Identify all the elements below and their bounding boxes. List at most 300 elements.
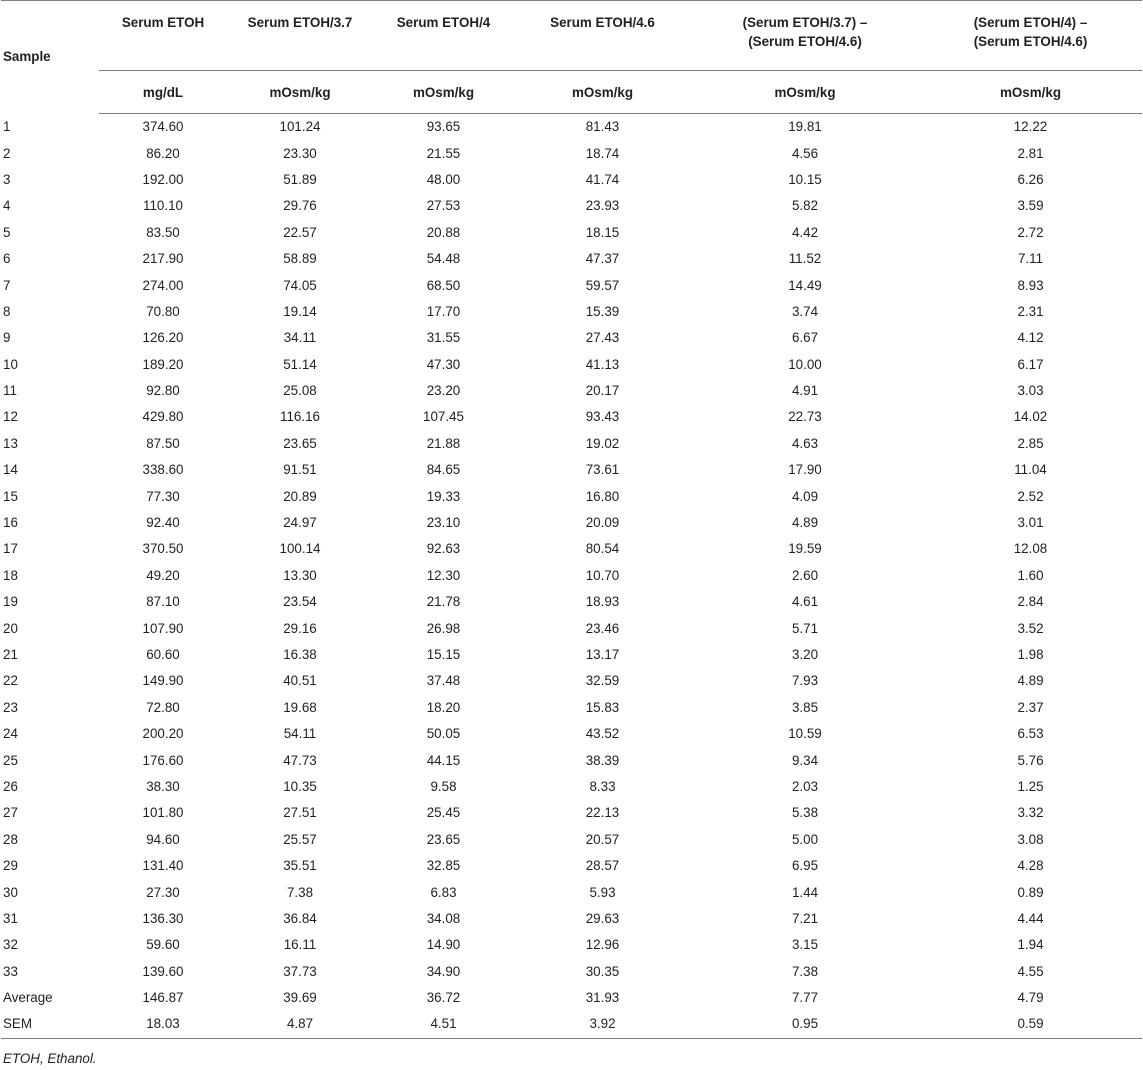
table-cell: 30.35: [585, 963, 620, 979]
row-label: 2: [3, 145, 11, 161]
row-label: 1: [3, 118, 11, 134]
table-row: [1, 299, 1142, 325]
row-label: 16: [3, 515, 18, 531]
table-cell: 54.48: [426, 251, 461, 267]
table-cell: 10.59: [788, 726, 822, 742]
table-cell: 19.81: [788, 119, 822, 135]
table-cell: 51.14: [283, 356, 317, 372]
table-cell: 12.30: [426, 567, 461, 583]
row-label: 29: [3, 858, 18, 874]
table-cell: 200.20: [142, 726, 184, 742]
table-cell: 6.26: [1017, 171, 1044, 187]
table-cell: 3.01: [1017, 515, 1044, 531]
table-cell: 4.89: [1017, 673, 1044, 689]
table-cell: 1.25: [1017, 778, 1044, 794]
table-cell: 0.59: [919, 1011, 1142, 1038]
column-unit: mg/dL: [99, 71, 227, 114]
row-label: 9: [3, 330, 11, 346]
row-label: 33: [3, 963, 18, 979]
column-title-line: Serum ETOH: [121, 15, 205, 30]
table-cell: 43.52: [585, 726, 620, 742]
row-label: 12: [3, 409, 18, 425]
table-cell: 50.05: [426, 726, 461, 742]
table-row: [1, 563, 1142, 589]
row-label: 32: [3, 937, 18, 953]
table-row: [1, 325, 1142, 351]
table-cell: 5.00: [791, 831, 819, 847]
table-cell: 15.39: [585, 303, 620, 319]
table-cell: 19.68: [283, 699, 317, 715]
table-cell: 32.59: [585, 673, 620, 689]
column-title-line: (Serum ETOH/4) –: [973, 15, 1088, 30]
column-header: [514, 1, 691, 71]
row-label: 4: [3, 198, 11, 214]
row-label: 24: [3, 726, 18, 742]
table-cell: 3.20: [791, 647, 819, 662]
table-cell: 139.60: [142, 963, 184, 979]
table-cell: 16.80: [585, 488, 620, 504]
table-cell: 73.61: [585, 462, 620, 478]
table-cell: 8.93: [1017, 277, 1044, 293]
table-cell: 2.81: [1017, 145, 1044, 161]
table-row: [1, 721, 1142, 747]
table-row: [1, 220, 1142, 246]
column-title-line: (Serum ETOH/4.6): [748, 34, 862, 49]
table-cell: 47.37: [585, 251, 620, 267]
column-unit: mOsm/kg: [227, 71, 373, 114]
table-cell: 81.43: [585, 119, 620, 135]
table-cell: 101.80: [142, 805, 184, 821]
table-cell: 18.03: [99, 1011, 227, 1038]
table-cell: 51.89: [283, 171, 317, 187]
table-row: [1, 695, 1142, 721]
column-unit: mOsm/kg: [514, 71, 691, 114]
row-label: 26: [3, 778, 18, 794]
table-cell: 27.53: [426, 198, 461, 214]
table-cell: 83.50: [146, 224, 180, 240]
table-row: [1, 536, 1142, 562]
column-title-line: (Serum ETOH/4.6): [973, 34, 1088, 49]
column-header: [691, 1, 919, 71]
table-cell: 24.97: [283, 515, 317, 531]
table-cell: 274.00: [142, 277, 184, 293]
table-cell: 93.43: [585, 409, 620, 425]
table-cell: 1.98: [1017, 647, 1044, 662]
table-cell: 23.20: [426, 383, 461, 399]
table-cell: 3.15: [791, 937, 819, 953]
table-cell: 21.88: [426, 435, 461, 451]
table-cell: 34.08: [426, 910, 461, 926]
table-cell: 2.52: [1017, 488, 1044, 504]
table-cell: 176.60: [142, 752, 184, 768]
column-header-sample: Sample: [1, 1, 99, 114]
table-row: [1, 352, 1142, 378]
row-label: 19: [3, 594, 18, 610]
row-label: 23: [3, 699, 18, 715]
table-cell: 1.94: [1017, 937, 1044, 953]
table-row: [1, 906, 1142, 932]
table-cell: 18.74: [585, 145, 620, 161]
table-row: [1, 774, 1142, 800]
table-cell: 5.93: [589, 884, 616, 900]
table-cell: 15.83: [585, 699, 620, 715]
table-cell: 374.60: [142, 119, 184, 135]
table-cell: 192.00: [142, 171, 184, 187]
table-cell: 41.13: [585, 356, 620, 372]
table-cell: 14.49: [788, 277, 822, 293]
table-cell: 26.98: [426, 620, 461, 636]
column-title-line: Serum ETOH/4: [396, 15, 491, 30]
row-label: 13: [3, 435, 18, 451]
table-cell: 7.77: [791, 990, 819, 1006]
column-title-line: Serum ETOH/3.7: [247, 15, 353, 30]
table-cell: 13.17: [585, 647, 620, 662]
table-cell: 87.50: [146, 435, 180, 451]
table-cell: 34.90: [426, 963, 461, 979]
row-label: Average: [3, 990, 53, 1006]
row-label: 20: [3, 620, 18, 636]
row-label: 27: [3, 805, 18, 821]
table-cell: 4.44: [1017, 910, 1044, 926]
table-cell: 68.50: [426, 277, 461, 293]
table-cell: 6.95: [791, 858, 819, 874]
table-cell: 18.20: [426, 699, 461, 715]
table-cell: 93.65: [426, 119, 461, 135]
table-cell: 22.73: [788, 409, 822, 425]
table-cell: 0.89: [1017, 884, 1044, 900]
table-cell: 10.35: [283, 778, 317, 794]
table-cell: 36.72: [426, 990, 461, 1006]
table-row: [1, 167, 1142, 193]
table-cell: 18.15: [585, 224, 620, 240]
table-cell: 19.02: [585, 435, 620, 451]
table-cell: 338.60: [142, 462, 184, 478]
table-cell: 44.15: [426, 752, 461, 768]
column-title-line: Serum ETOH/4.6: [550, 15, 655, 30]
table-row: [1, 431, 1142, 457]
table-cell: 29.16: [283, 620, 317, 636]
row-label: 30: [3, 884, 18, 900]
table-cell: 94.60: [146, 831, 180, 847]
table-cell: 15.15: [426, 647, 461, 662]
table-cell: 40.51: [283, 673, 317, 689]
table-cell: 3.74: [791, 303, 819, 319]
table-cell: 25.45: [426, 805, 461, 821]
table-cell: 31.55: [426, 330, 461, 346]
table-cell: 92.63: [426, 541, 461, 557]
table-cell: 23.10: [426, 515, 461, 531]
table-cell: 20.88: [426, 224, 461, 240]
table-cell: 12.22: [1013, 119, 1048, 135]
table-cell: 7.11: [1017, 251, 1044, 267]
table-cell: 92.40: [146, 515, 180, 531]
table-cell: 4.09: [791, 488, 819, 504]
column-unit: mOsm/kg: [373, 71, 514, 114]
header-unit-row: [1, 71, 1142, 114]
row-label: 14: [3, 462, 18, 478]
table-cell: 0.95: [691, 1011, 919, 1038]
table-cell: 32.85: [426, 858, 461, 874]
table-row: [1, 457, 1142, 483]
column-title-line: (Serum ETOH/3.7) –: [742, 15, 868, 30]
table-cell: 35.51: [283, 858, 317, 874]
table-cell: 20.57: [585, 831, 620, 847]
table-cell: 189.20: [142, 356, 184, 372]
table-cell: 13.30: [283, 567, 317, 583]
column-header: [99, 1, 227, 71]
table-cell: 23.46: [585, 620, 620, 636]
table-cell: 6.53: [1017, 726, 1044, 742]
table-cell: 29.63: [585, 910, 620, 926]
table-cell: 2.31: [1017, 303, 1044, 319]
table-cell: 70.80: [146, 303, 180, 319]
table-cell: 107.90: [142, 620, 184, 636]
table-cell: 14.90: [426, 937, 461, 953]
table-cell: 14.02: [1013, 409, 1048, 425]
table-cell: 3.32: [1017, 805, 1044, 821]
data-table: [1, 0, 1142, 1039]
row-label: 18: [3, 567, 18, 583]
table-cell: 28.57: [585, 858, 620, 874]
table-cell: 16.11: [283, 937, 317, 953]
table-row: [1, 827, 1142, 853]
table-cell: 31.93: [585, 990, 620, 1006]
table-cell: 126.20: [142, 330, 184, 346]
table-cell: 4.63: [791, 435, 819, 451]
table-cell: 11.52: [788, 251, 822, 267]
table-cell: 27.51: [283, 805, 317, 821]
table-cell: 12.96: [585, 937, 620, 953]
table-cell: 6.67: [791, 330, 819, 346]
table-row: [1, 246, 1142, 272]
table-row: [1, 615, 1142, 641]
table-cell: 7.38: [791, 963, 819, 979]
table-cell: 19.59: [788, 541, 822, 557]
row-label: 6: [3, 251, 11, 267]
table-cell: 38.30: [146, 778, 180, 794]
table-cell: 4.28: [1017, 858, 1044, 874]
table-cell: 4.89: [791, 515, 819, 531]
table-row: [1, 193, 1142, 219]
table-cell: 4.61: [791, 594, 819, 610]
table-cell: 4.79: [1017, 990, 1044, 1006]
table-cell: 36.84: [283, 910, 317, 926]
table-row: [1, 404, 1142, 430]
table-cell: 9.58: [430, 778, 457, 794]
table-cell: 92.80: [146, 383, 180, 399]
table-row: [1, 589, 1142, 615]
table-cell: 3.52: [1017, 620, 1044, 636]
table-cell: 12.08: [1013, 541, 1048, 557]
table-cell: 47.30: [426, 356, 461, 372]
row-label: 21: [3, 647, 18, 662]
table-cell: 4.91: [791, 383, 819, 399]
header-title-row: [1, 1, 1142, 71]
table-cell: 86.20: [146, 145, 180, 161]
table-row: [1, 378, 1142, 404]
table-cell: 3.59: [1017, 198, 1044, 214]
table-row: [1, 747, 1142, 773]
table-cell: 2.72: [1017, 224, 1044, 240]
table-cell: 8.33: [589, 778, 616, 794]
table-cell: 22.13: [585, 805, 620, 821]
table-cell: 11.04: [1014, 462, 1047, 478]
row-label: 31: [3, 910, 18, 926]
table-cell: 10.00: [788, 356, 822, 372]
table-cell: 18.93: [585, 594, 620, 610]
table-cell: 2.84: [1017, 594, 1044, 610]
table-row: [1, 114, 1142, 141]
table-cell: 49.20: [146, 567, 180, 583]
table-cell: 7.93: [791, 673, 819, 689]
table-cell: 17.90: [788, 462, 822, 478]
table-row: [1, 483, 1142, 509]
table-cell: 5.71: [791, 620, 819, 636]
table-cell: 38.39: [585, 752, 620, 768]
table-cell: 17.70: [426, 303, 461, 319]
table-cell: 1.44: [791, 884, 819, 900]
table-cell: 2.60: [791, 567, 819, 583]
table-cell: 39.69: [283, 990, 317, 1006]
table-cell: 23.65: [283, 435, 317, 451]
table-cell: 3.92: [514, 1011, 691, 1038]
table-cell: 116.16: [280, 409, 320, 425]
table-cell: 77.30: [146, 488, 180, 504]
table-cell: 19.14: [283, 303, 317, 319]
table-row: [1, 800, 1142, 826]
table-cell: 3.85: [791, 699, 819, 715]
table-cell: 9.34: [791, 752, 819, 768]
table-cell: 107.45: [423, 409, 464, 425]
row-label: 25: [3, 752, 18, 768]
table-cell: 41.74: [585, 171, 620, 187]
table-cell: 101.24: [279, 119, 321, 135]
table-cell: 4.56: [791, 145, 819, 161]
table-cell: 27.30: [146, 884, 180, 900]
table-cell: 2.03: [791, 778, 819, 794]
table-cell: 149.90: [142, 673, 184, 689]
row-label: 17: [3, 541, 18, 557]
table-cell: 23.30: [283, 145, 317, 161]
table-cell: 4.51: [373, 1011, 514, 1038]
table-cell: 19.33: [426, 488, 461, 504]
table-cell: 5.38: [791, 805, 819, 821]
table-cell: 59.60: [146, 937, 180, 953]
table-body: [1, 114, 1142, 1039]
column-header: [919, 1, 1142, 71]
table-cell: 10.70: [585, 567, 620, 583]
table-cell: 20.89: [283, 488, 317, 504]
table-cell: 23.65: [426, 831, 461, 847]
table-cell: 7.38: [286, 884, 314, 900]
row-label: 8: [3, 303, 11, 319]
table-cell: 87.10: [146, 594, 180, 610]
row-label: 7: [3, 277, 11, 293]
table-cell: 23.93: [585, 198, 620, 214]
table-cell: 3.03: [1017, 383, 1044, 399]
column-header: [373, 1, 514, 71]
table-cell: 27.43: [585, 330, 620, 346]
table-cell: 5.76: [1017, 752, 1044, 768]
table-cell: 110.10: [143, 198, 183, 214]
table-cell: 1.60: [1017, 567, 1044, 583]
row-label: 10: [3, 356, 18, 372]
table-cell: 4.42: [791, 224, 819, 240]
table-cell: 20.17: [585, 383, 620, 399]
table-cell: 21.78: [426, 594, 461, 610]
table-cell: 370.50: [142, 541, 184, 557]
table-cell: 217.90: [142, 251, 184, 267]
table-cell: 6.83: [430, 884, 457, 900]
table-cell: 47.73: [283, 752, 317, 768]
table-cell: 58.89: [283, 251, 317, 267]
table-cell: 25.57: [283, 831, 317, 847]
table-row: [1, 272, 1142, 298]
table-cell: 4.87: [227, 1011, 373, 1038]
table-cell: 84.65: [426, 462, 461, 478]
table-cell: 429.80: [142, 409, 184, 425]
row-label: 5: [3, 224, 11, 240]
table-cell: 80.54: [585, 541, 620, 557]
table-cell: 136.30: [142, 910, 184, 926]
table-cell: 6.17: [1017, 356, 1044, 372]
table-cell: 20.09: [585, 515, 620, 531]
table-cell: 60.60: [146, 647, 180, 662]
table-cell: 34.11: [283, 330, 317, 346]
table-row: [1, 959, 1142, 985]
table-cell: 10.15: [788, 171, 822, 187]
table-cell: 16.38: [283, 647, 317, 662]
table-cell: 3.08: [1017, 831, 1044, 847]
table-cell: 2.37: [1017, 699, 1044, 715]
table-row: [1, 1011, 1142, 1038]
row-label: 22: [3, 673, 18, 689]
table-cell: 37.73: [283, 963, 317, 979]
table-cell: 4.12: [1017, 330, 1044, 346]
table-row: [1, 642, 1142, 668]
row-label: 28: [3, 831, 18, 847]
table-cell: 21.55: [426, 145, 461, 161]
table-cell: 37.48: [426, 673, 461, 689]
table-cell: 54.11: [283, 726, 317, 742]
table-cell: 29.76: [283, 198, 317, 214]
table-row: [1, 853, 1142, 879]
table-cell: 5.82: [791, 198, 819, 214]
table-cell: 7.21: [791, 910, 819, 926]
table-cell: 131.40: [142, 858, 184, 874]
table-cell: 2.85: [1017, 435, 1044, 451]
table-row: [1, 932, 1142, 958]
row-label: 11: [3, 383, 17, 399]
table-row: [1, 510, 1142, 536]
column-unit: mOsm/kg: [919, 71, 1142, 114]
table-header: [1, 1, 1142, 114]
row-label: 15: [3, 488, 18, 504]
table-cell: 48.00: [426, 171, 461, 187]
table-cell: 91.51: [283, 462, 317, 478]
table-cell: 59.57: [585, 277, 620, 293]
table-row: [1, 985, 1142, 1011]
table-cell: 4.55: [1017, 963, 1044, 979]
table-cell: 25.08: [283, 383, 317, 399]
table-cell: 74.05: [283, 277, 317, 293]
column-unit: mOsm/kg: [691, 71, 919, 114]
table-row: [1, 879, 1142, 905]
row-label: SEM: [1, 1011, 99, 1038]
table-row: [1, 140, 1142, 166]
table-cell: 100.14: [279, 541, 321, 557]
table-row: [1, 668, 1142, 694]
